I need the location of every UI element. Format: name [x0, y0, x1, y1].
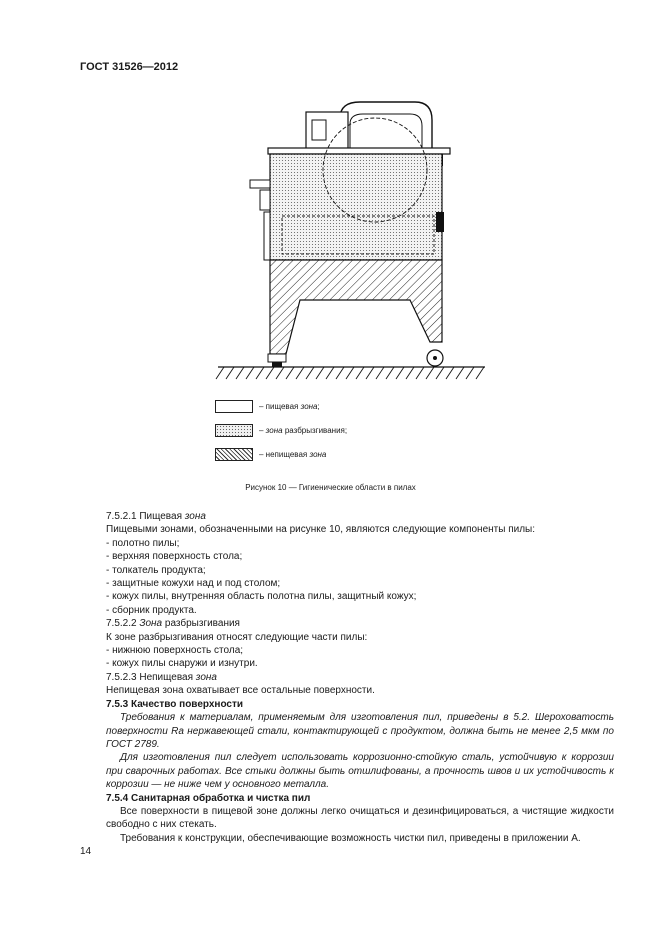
list-item: - верхняя поверхность стола; — [106, 551, 243, 563]
section-heading-753: 7.5.3 Качество поверхности — [106, 698, 244, 710]
section-heading-754: 7.5.4 Санитарная обработка и чистка пил — [106, 792, 311, 804]
legend-row-food — [215, 398, 347, 414]
list-item: - кожух пилы, внутренняя область полотна пилы, защитный кожух; — [106, 591, 417, 603]
section-heading-7522: 7.5.2.2 Зона разбрызгивания — [106, 618, 240, 630]
saw-hygiene-figure — [200, 90, 490, 385]
page-number: 14 — [80, 846, 92, 857]
legend-label: – непищевая зона — [259, 449, 327, 459]
paragraph: Пищевыми зонами, обозначенными на рисунке 10, являются следующие компоненты пилы: — [106, 524, 536, 536]
paragraph: Для изготовления пил следует использовать коррозионно-стойкую сталь, устойчивую к коррозии при сварочных работах. Все стыки должны быть отшлифованы, а прочность швов и их устойчивость к коррозии — не ниже чем у основного металла. — [106, 752, 614, 791]
paragraph: Все поверхности в пищевой зоне должны легко очищаться и дезинфицироваться, а чистящие жидкости свободно с них стекать. — [106, 805, 614, 831]
section-heading-7523: 7.5.2.3 Непищевая зона — [106, 671, 217, 683]
food-zone-swatch — [215, 400, 253, 413]
list-item: - защитные кожухи над и под столом; — [106, 578, 281, 590]
list-item: - сборник продукта. — [106, 604, 197, 616]
paragraph: Требования к материалам, применяемым для изготовления пил, приведены в 5.2. Шероховатость поверхности Ra нержавеющей стали, контактирующей с продуктом, должна быть не менее 2,5 мкм по ГОСТ 2789. — [106, 712, 614, 750]
paragraph: Требования к конструкции, обеспечивающие возможность чистки пил, приведены в приложении А. — [120, 832, 581, 844]
legend-row-nonfood — [215, 446, 347, 462]
non-food-zone-swatch — [215, 448, 253, 461]
paragraph: К зоне разбрызгивания относят следующие части пилы: — [106, 631, 368, 643]
splash-zone-body — [270, 154, 442, 260]
body-text — [106, 510, 614, 845]
list-item: - нижнюю поверхность стола; — [106, 645, 244, 657]
section-heading-7521: 7.5.2.1 Пищевая зона — [106, 511, 206, 522]
legend-label: – зона разбрызгивания; — [259, 425, 348, 435]
paragraph: Непищевая зона охватывает все остальные поверхности. — [106, 685, 375, 697]
list-item: - кожух пилы снаружи и изнутри. — [106, 658, 258, 670]
blade-guard — [306, 102, 432, 150]
legend-label: – пищевая зона; — [259, 401, 320, 411]
non-food-zone-frame — [270, 260, 442, 354]
document-header: ГОСТ 31526—2012 — [80, 61, 179, 73]
figure-legend — [215, 398, 347, 470]
legend-row-splash — [215, 422, 347, 438]
table-top — [268, 148, 450, 154]
figure-caption: Рисунок 10 — Гигиенические области в пилах — [245, 483, 416, 492]
list-item: - полотно пилы; — [106, 537, 180, 549]
splash-zone-swatch — [215, 424, 253, 437]
list-item: - толкатель продукта; — [106, 564, 206, 576]
